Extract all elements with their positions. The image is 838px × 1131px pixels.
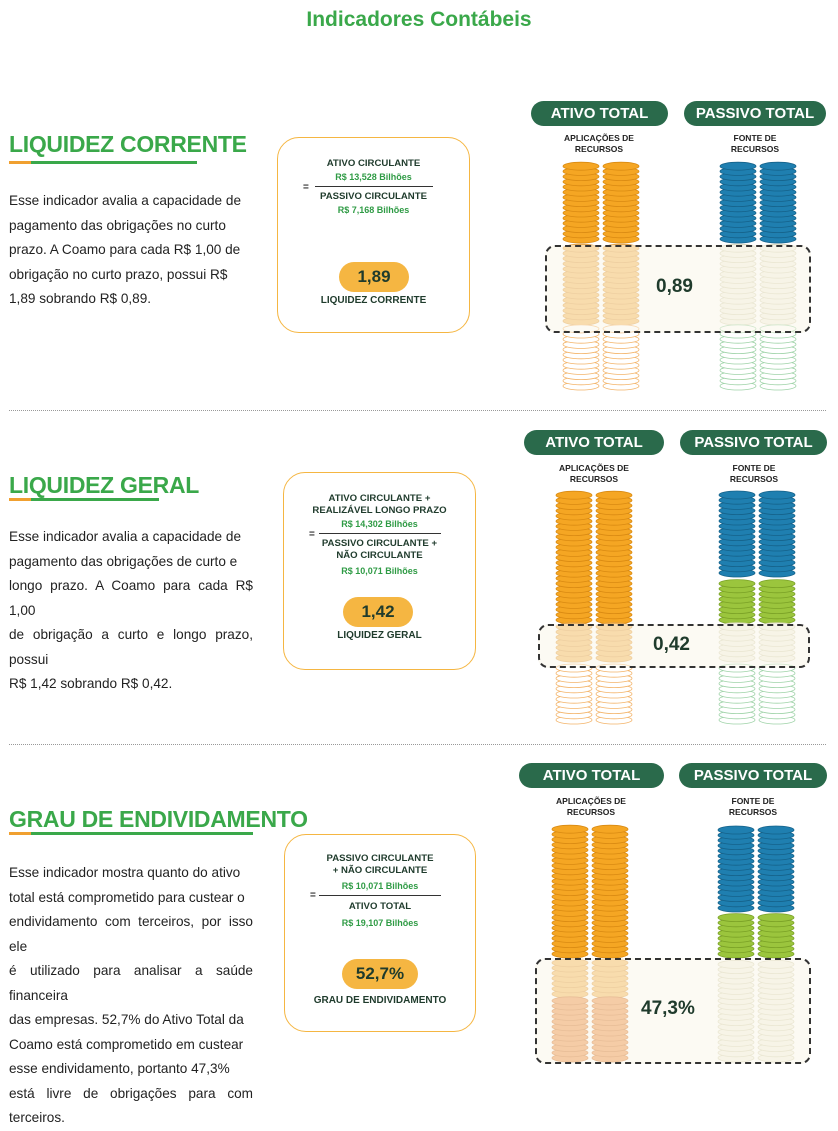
denominator-value: R$ 7,168 Bilhões	[337, 205, 410, 215]
description-line: longo prazo. A Coamo para cada R$ 1,00	[9, 578, 253, 618]
passivo-total-badge: PASSIVO TOTAL	[680, 430, 827, 455]
result-pill: 1,42	[343, 597, 413, 627]
highlight-value: 0,42	[653, 634, 690, 655]
section-title: LIQUIDEZ GERAL	[9, 472, 200, 498]
result-label: GRAU DE ENDIVIDAMENTO	[313, 995, 447, 1006]
aplicacoes-label: APLICAÇÕES DE RECURSOS	[559, 463, 629, 484]
equals-sign: =	[309, 529, 315, 540]
numerator-value: R$ 14,302 Bilhões	[341, 519, 418, 529]
description-line: pagamento das obrigações no curto	[9, 217, 226, 233]
result-label: LIQUIDEZ GERAL	[337, 630, 422, 641]
description-line: endividamento com terceiros, por isso ele	[9, 914, 253, 954]
description-line: pagamento das obrigações de curto e	[9, 553, 238, 569]
fonte-label: FONTE DE RECURSOS	[730, 133, 780, 154]
lime-coins	[718, 914, 794, 958]
result-label: LIQUIDEZ CORRENTE	[320, 295, 427, 306]
description-line: total está comprometido para custear o	[9, 889, 245, 905]
ativo-total-badge: ATIVO TOTAL	[531, 101, 668, 126]
formula-numerator: REALIZÁVEL LONGO PRAZO	[312, 505, 447, 516]
description-line: 1,89 sobrando R$ 0,89.	[9, 291, 152, 306]
passivo-total-badge: PASSIVO TOTAL	[679, 763, 827, 788]
result-pill: 1,89	[339, 262, 409, 292]
ativo-total-badge: ATIVO TOTAL	[519, 763, 664, 788]
description-line: Esse indicador avalia a capacidade de	[9, 193, 242, 208]
orange-coins-top	[552, 825, 628, 958]
highlight-value: 47,3%	[641, 998, 695, 1019]
passivo-total-badge: PASSIVO TOTAL	[684, 101, 826, 126]
description-line: R$ 1,42 sobrando R$ 0,42.	[9, 676, 173, 691]
formula-denominator: PASSIVO CIRCULANTE +	[321, 538, 438, 549]
description-line: esse endividamento, portanto 47,3%	[9, 1061, 230, 1076]
numerator-value: R$ 10,071 Bilhões	[341, 881, 419, 891]
formula-numerator: ATIVO CIRCULANTE	[326, 158, 421, 169]
description-line: das empresas. 52,7% do Ativo Total da	[9, 1012, 244, 1027]
highlight-value: 0,89	[656, 276, 693, 297]
equals-sign: =	[310, 890, 316, 901]
result-pill: 52,7%	[342, 959, 418, 989]
description-line: Esse indicador avalia a capacidade de	[9, 529, 242, 544]
denominator-value: R$ 19,107 Bilhões	[341, 918, 419, 928]
aplicacoes-label: APLICAÇÕES DE RECURSOS	[564, 133, 634, 154]
formula-numerator: ATIVO CIRCULANTE +	[328, 493, 431, 504]
formula-denominator: NÃO CIRCULANTE	[336, 550, 423, 561]
section-title: LIQUIDEZ CORRENTE	[9, 131, 247, 157]
page-title: Indicadores Contábeis	[306, 8, 532, 31]
description-line: de obrigação a curto e longo prazo, possui	[9, 627, 253, 667]
blue-coins	[718, 826, 794, 912]
formula-denominator: PASSIVO CIRCULANTE	[320, 191, 427, 202]
description-line: Coamo está comprometido em custear	[9, 1036, 244, 1052]
section-title: GRAU DE ENDIVIDAMENTO	[9, 806, 308, 832]
description-line: Esse indicador mostra quanto do ativo	[9, 865, 241, 880]
fonte-label: FONTE DE RECURSOS	[728, 796, 778, 817]
description-line: obrigação no curto prazo, possui R$	[9, 266, 228, 282]
description-line: prazo. A Coamo para cada R$ 1,00 de	[9, 242, 241, 257]
aplicacoes-label: APLICAÇÕES DE RECURSOS	[556, 796, 626, 817]
fonte-label: FONTE DE RECURSOS	[729, 463, 779, 484]
description-line: é utilizado para analisar a saúde financeira	[9, 963, 253, 1003]
numerator-value: R$ 13,528 Bilhões	[335, 172, 412, 182]
formula-numerator: + NÃO CIRCULANTE	[332, 865, 428, 876]
formula-numerator: PASSIVO CIRCULANTE	[326, 853, 434, 864]
denominator-value: R$ 10,071 Bilhões	[341, 566, 418, 576]
formula-denominator: ATIVO TOTAL	[348, 901, 412, 912]
equals-sign: =	[303, 182, 309, 193]
ativo-total-badge: ATIVO TOTAL	[524, 430, 664, 455]
description-line: está livre de obrigações para com terceiros.	[9, 1085, 253, 1125]
